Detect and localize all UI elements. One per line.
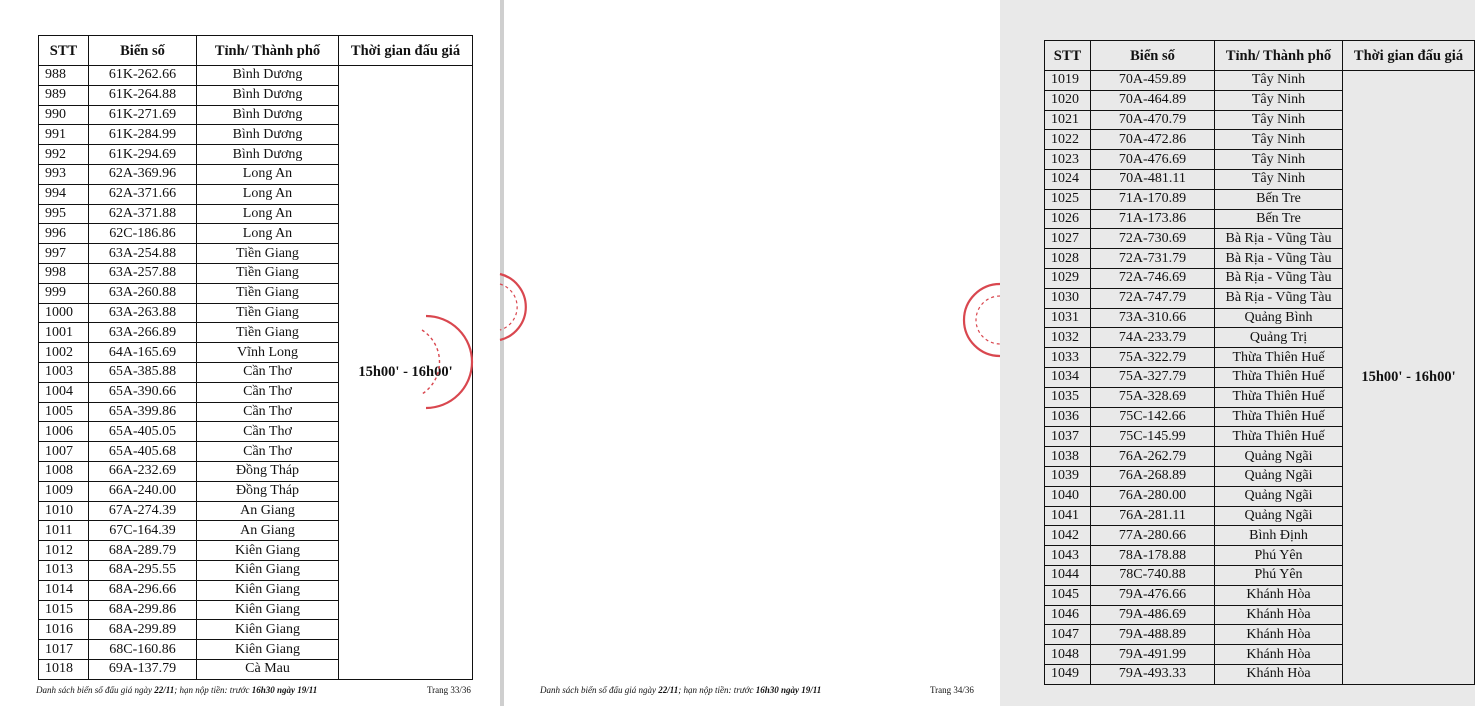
plate-cell: 63A-266.89	[89, 323, 197, 343]
plate-cell: 79A-491.99	[1091, 645, 1215, 665]
plate-cell: 70A-472.86	[1091, 130, 1215, 150]
province-cell: Bến Tre	[1215, 209, 1343, 229]
plate-cell: 70A-481.11	[1091, 169, 1215, 189]
province-cell: Kiên Giang	[197, 541, 339, 561]
stt-cell: 1034	[1045, 367, 1091, 387]
stt-cell: 1033	[1045, 348, 1091, 368]
plate-cell: 74A-233.79	[1091, 328, 1215, 348]
plate-cell: 66A-232.69	[89, 461, 197, 481]
stt-cell: 1015	[39, 600, 89, 620]
province-cell: Kiên Giang	[197, 620, 339, 640]
table-header-row	[39, 36, 473, 66]
stt-cell: 1022	[1045, 130, 1091, 150]
plate-cell: 79A-493.33	[1091, 664, 1215, 684]
province-cell: Long An	[197, 224, 339, 244]
stt-cell: 990	[39, 105, 89, 125]
province-cell: Cần Thơ	[197, 442, 339, 462]
plate-cell: 63A-254.88	[89, 244, 197, 264]
province-cell: Tây Ninh	[1215, 110, 1343, 130]
stt-cell: 998	[39, 263, 89, 283]
plate-cell: 73A-310.66	[1091, 308, 1215, 328]
stt-cell: 1030	[1045, 288, 1091, 308]
plate-cell: 69A-137.79	[89, 659, 197, 679]
plate-cell: 63A-263.88	[89, 303, 197, 323]
province-cell: Khánh Hòa	[1215, 664, 1343, 684]
province-cell: An Giang	[197, 501, 339, 521]
province-cell: Long An	[197, 204, 339, 224]
plate-cell: 67C-164.39	[89, 521, 197, 541]
province-cell: Khánh Hòa	[1215, 625, 1343, 645]
plate-cell: 63A-257.88	[89, 263, 197, 283]
plate-cell: 65A-399.86	[89, 402, 197, 422]
header-province: Tỉnh/ Thành phố	[197, 36, 339, 66]
stt-cell: 995	[39, 204, 89, 224]
table-row	[39, 66, 473, 86]
province-cell: Đồng Tháp	[197, 461, 339, 481]
province-cell: Tây Ninh	[1215, 169, 1343, 189]
plate-cell: 62C-186.86	[89, 224, 197, 244]
header-stt: STT	[1045, 41, 1091, 71]
header-plate: Biển số	[89, 36, 197, 66]
province-cell: Tây Ninh	[1215, 150, 1343, 170]
plate-cell: 72A-746.69	[1091, 268, 1215, 288]
province-cell: Cần Thơ	[197, 362, 339, 382]
plate-cell: 68A-299.89	[89, 620, 197, 640]
stt-cell: 1018	[39, 659, 89, 679]
plate-cell: 79A-476.66	[1091, 585, 1215, 605]
footer-date: 22/11	[658, 685, 679, 695]
plate-cell: 70A-459.89	[1091, 71, 1215, 91]
footer-middle: ; hạn nộp tiền: trước	[174, 685, 252, 695]
stt-cell: 1026	[1045, 209, 1091, 229]
footer-deadline: 16h30 ngày 19/11	[755, 685, 822, 695]
province-cell: Thừa Thiên Huế	[1215, 407, 1343, 427]
stt-cell: 1017	[39, 640, 89, 660]
stt-cell: 1013	[39, 560, 89, 580]
province-cell: Quảng Ngãi	[1215, 447, 1343, 467]
header-province: Tỉnh/ Thành phố	[1215, 41, 1343, 71]
plate-cell: 68A-296.66	[89, 580, 197, 600]
stt-cell: 1001	[39, 323, 89, 343]
stt-cell: 1045	[1045, 585, 1091, 605]
plate-cell: 68A-289.79	[89, 541, 197, 561]
stt-cell: 1012	[39, 541, 89, 561]
province-cell: Thừa Thiên Huế	[1215, 348, 1343, 368]
plate-cell: 68A-295.55	[89, 560, 197, 580]
auction-table-page-34	[1044, 40, 1475, 685]
footer-middle: ; hạn nộp tiền: trước	[678, 685, 756, 695]
table-body	[1045, 71, 1475, 685]
province-cell: Tây Ninh	[1215, 71, 1343, 91]
table-header-row	[1045, 41, 1475, 71]
stt-cell: 1037	[1045, 427, 1091, 447]
plate-cell: 61K-284.99	[89, 125, 197, 145]
stt-cell: 1039	[1045, 466, 1091, 486]
stt-cell: 992	[39, 145, 89, 165]
plate-cell: 65A-390.66	[89, 382, 197, 402]
plate-cell: 64A-165.69	[89, 343, 197, 363]
stt-cell: 1035	[1045, 387, 1091, 407]
stt-cell: 1014	[39, 580, 89, 600]
plate-cell: 62A-371.66	[89, 184, 197, 204]
province-cell: Quảng Ngãi	[1215, 466, 1343, 486]
stt-cell: 1007	[39, 442, 89, 462]
footer-prefix: Danh sách biển số đấu giá ngày	[540, 685, 659, 695]
plate-cell: 62A-371.88	[89, 204, 197, 224]
plate-cell: 78A-178.88	[1091, 546, 1215, 566]
table-row	[1045, 71, 1475, 91]
stt-cell: 1011	[39, 521, 89, 541]
province-cell: Phú Yên	[1215, 565, 1343, 585]
plate-cell: 75A-322.79	[1091, 348, 1215, 368]
province-cell: Bà Rịa - Vũng Tàu	[1215, 268, 1343, 288]
province-cell: Bình Định	[1215, 526, 1343, 546]
header-time: Thời gian đấu giá	[339, 36, 473, 66]
province-cell: Tiền Giang	[197, 244, 339, 264]
page-33	[0, 0, 500, 706]
plate-cell: 75A-328.69	[1091, 387, 1215, 407]
stt-cell: 996	[39, 224, 89, 244]
province-cell: Cà Mau	[197, 659, 339, 679]
province-cell: Khánh Hòa	[1215, 645, 1343, 665]
stt-cell: 1029	[1045, 268, 1091, 288]
province-cell: Quảng Ngãi	[1215, 486, 1343, 506]
plate-cell: 61K-264.88	[89, 85, 197, 105]
plate-cell: 75C-145.99	[1091, 427, 1215, 447]
stt-cell: 1048	[1045, 645, 1091, 665]
province-cell: Bình Dương	[197, 105, 339, 125]
province-cell: Long An	[197, 164, 339, 184]
plate-cell: 76A-268.89	[1091, 466, 1215, 486]
stt-cell: 1040	[1045, 486, 1091, 506]
stt-cell: 1020	[1045, 90, 1091, 110]
stt-cell: 1023	[1045, 150, 1091, 170]
stt-cell: 1042	[1045, 526, 1091, 546]
province-cell: Thừa Thiên Huế	[1215, 367, 1343, 387]
stt-cell: 1000	[39, 303, 89, 323]
stt-cell: 1016	[39, 620, 89, 640]
plate-cell: 79A-488.89	[1091, 625, 1215, 645]
stt-cell: 993	[39, 164, 89, 184]
province-cell: Quảng Trị	[1215, 328, 1343, 348]
plate-cell: 75A-327.79	[1091, 367, 1215, 387]
stt-cell: 1047	[1045, 625, 1091, 645]
stt-cell: 1038	[1045, 447, 1091, 467]
plate-cell: 63A-260.88	[89, 283, 197, 303]
plate-cell: 71A-170.89	[1091, 189, 1215, 209]
province-cell: Bình Dương	[197, 125, 339, 145]
province-cell: Bà Rịa - Vũng Tàu	[1215, 249, 1343, 269]
stt-cell: 1049	[1045, 664, 1091, 684]
table-body	[39, 66, 473, 680]
plate-cell: 61K-294.69	[89, 145, 197, 165]
province-cell: Thừa Thiên Huế	[1215, 427, 1343, 447]
stt-cell: 1044	[1045, 565, 1091, 585]
footer-date: 22/11	[154, 685, 175, 695]
province-cell: Bến Tre	[1215, 189, 1343, 209]
province-cell: Tây Ninh	[1215, 90, 1343, 110]
province-cell: Kiên Giang	[197, 580, 339, 600]
plate-cell: 72A-747.79	[1091, 288, 1215, 308]
plate-cell: 61K-262.66	[89, 66, 197, 86]
province-cell: Khánh Hòa	[1215, 605, 1343, 625]
page-number: Trang 34/36	[930, 685, 974, 695]
stt-cell: 1004	[39, 382, 89, 402]
province-cell: Đồng Tháp	[197, 481, 339, 501]
plate-cell: 76A-262.79	[1091, 447, 1215, 467]
province-cell: Kiên Giang	[197, 640, 339, 660]
stt-cell: 1006	[39, 422, 89, 442]
province-cell: Quảng Bình	[1215, 308, 1343, 328]
plate-cell: 76A-280.00	[1091, 486, 1215, 506]
plate-cell: 65A-405.68	[89, 442, 197, 462]
province-cell: Tây Ninh	[1215, 130, 1343, 150]
plate-cell: 72A-731.79	[1091, 249, 1215, 269]
stt-cell: 999	[39, 283, 89, 303]
province-cell: Long An	[197, 184, 339, 204]
province-cell: Cần Thơ	[197, 422, 339, 442]
stt-cell: 1010	[39, 501, 89, 521]
plate-cell: 70A-470.79	[1091, 110, 1215, 130]
province-cell: Bà Rịa - Vũng Tàu	[1215, 229, 1343, 249]
stt-cell: 1043	[1045, 546, 1091, 566]
province-cell: Kiên Giang	[197, 600, 339, 620]
province-cell: Cần Thơ	[197, 402, 339, 422]
plate-cell: 77A-280.66	[1091, 526, 1215, 546]
plate-cell: 68C-160.86	[89, 640, 197, 660]
plate-cell: 65A-385.88	[89, 362, 197, 382]
footer-prefix: Danh sách biển số đấu giá ngày	[36, 685, 155, 695]
stt-cell: 991	[39, 125, 89, 145]
plate-cell: 70A-476.69	[1091, 150, 1215, 170]
stt-cell: 1024	[1045, 169, 1091, 189]
province-cell: Bình Dương	[197, 66, 339, 86]
stt-cell: 1002	[39, 343, 89, 363]
stt-cell: 1041	[1045, 506, 1091, 526]
footer-note	[36, 685, 317, 695]
plate-cell: 61K-271.69	[89, 105, 197, 125]
province-cell: Vĩnh Long	[197, 343, 339, 363]
province-cell: Kiên Giang	[197, 560, 339, 580]
plate-cell: 79A-486.69	[1091, 605, 1215, 625]
province-cell: Tiền Giang	[197, 263, 339, 283]
stt-cell: 997	[39, 244, 89, 264]
header-plate: Biển số	[1091, 41, 1215, 71]
stt-cell: 1005	[39, 402, 89, 422]
province-cell: Cần Thơ	[197, 382, 339, 402]
stt-cell: 1028	[1045, 249, 1091, 269]
plate-cell: 65A-405.05	[89, 422, 197, 442]
stt-cell: 1003	[39, 362, 89, 382]
plate-cell: 70A-464.89	[1091, 90, 1215, 110]
province-cell: Quảng Ngãi	[1215, 506, 1343, 526]
stt-cell: 988	[39, 66, 89, 86]
plate-cell: 67A-274.39	[89, 501, 197, 521]
stt-cell: 989	[39, 85, 89, 105]
stt-cell: 1032	[1045, 328, 1091, 348]
province-cell: Bà Rịa - Vũng Tàu	[1215, 288, 1343, 308]
footer-note	[540, 685, 821, 695]
province-cell: Tiền Giang	[197, 323, 339, 343]
auction-time-cell: 15h00' - 16h00'	[339, 66, 473, 680]
plate-cell: 75C-142.66	[1091, 407, 1215, 427]
stt-cell: 1021	[1045, 110, 1091, 130]
auction-table-page-33	[38, 35, 473, 680]
page-number: Trang 33/36	[427, 685, 471, 695]
province-cell: Bình Dương	[197, 85, 339, 105]
red-seal-stamp-right-edge	[982, 282, 1000, 358]
province-cell: Tiền Giang	[197, 283, 339, 303]
stt-cell: 1025	[1045, 189, 1091, 209]
province-cell: Tiền Giang	[197, 303, 339, 323]
footer-deadline: 16h30 ngày 19/11	[251, 685, 318, 695]
plate-cell: 76A-281.11	[1091, 506, 1215, 526]
plate-cell: 78C-740.88	[1091, 565, 1215, 585]
province-cell: Thừa Thiên Huế	[1215, 387, 1343, 407]
auction-time-cell: 15h00' - 16h00'	[1343, 71, 1475, 685]
plate-cell: 71A-173.86	[1091, 209, 1215, 229]
stt-cell: 1036	[1045, 407, 1091, 427]
stt-cell: 994	[39, 184, 89, 204]
stt-cell: 1009	[39, 481, 89, 501]
stt-cell: 1031	[1045, 308, 1091, 328]
plate-cell: 66A-240.00	[89, 481, 197, 501]
stt-cell: 1019	[1045, 71, 1091, 91]
header-time: Thời gian đấu giá	[1343, 41, 1475, 71]
stt-cell: 1008	[39, 461, 89, 481]
plate-cell: 68A-299.86	[89, 600, 197, 620]
province-cell: An Giang	[197, 521, 339, 541]
page-34	[504, 0, 1464, 706]
plate-cell: 62A-369.96	[89, 164, 197, 184]
province-cell: Phú Yên	[1215, 546, 1343, 566]
header-stt: STT	[39, 36, 89, 66]
stt-cell: 1027	[1045, 229, 1091, 249]
province-cell: Khánh Hòa	[1215, 585, 1343, 605]
stt-cell: 1046	[1045, 605, 1091, 625]
plate-cell: 72A-730.69	[1091, 229, 1215, 249]
province-cell: Bình Dương	[197, 145, 339, 165]
